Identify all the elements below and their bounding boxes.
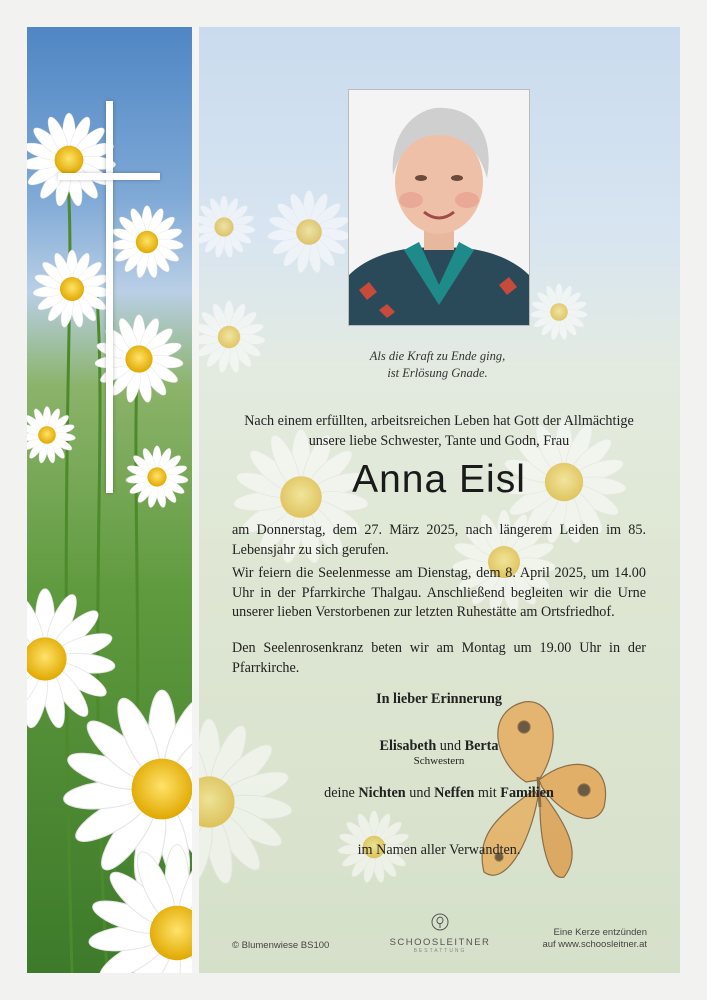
word-nieces: Nichten: [358, 785, 406, 801]
portrait-photo: [348, 89, 530, 326]
sister-name: Elisabeth: [379, 738, 437, 754]
nieces-nephews-line: [232, 785, 646, 802]
on-behalf-line: im Namen aller Verwandten.: [357, 842, 521, 858]
word: deine: [324, 785, 355, 801]
candle-url[interactable]: auf www.schoosleitner.at: [542, 939, 647, 950]
intro-line: unsere liebe Schwester, Tante und Godn, Frau: [308, 433, 570, 449]
memory-heading: In lieber Erinnerung: [376, 691, 502, 707]
quote: [300, 348, 575, 382]
rose-logo-icon: [430, 912, 450, 932]
word-families: Familien: [500, 785, 554, 801]
quote-line: Als die Kraft zu Ende ging,: [369, 349, 506, 363]
rosary-paragraph: Den Seelenrosenkranz beten wir am Montag um 19.00 Uhr in der Pfarrkirche.: [232, 640, 646, 676]
word-nephews: Neffen: [434, 785, 475, 801]
logo-subtitle: BESTATTUNG: [413, 948, 467, 954]
candle-link[interactable]: [520, 927, 647, 951]
conjunction: und: [439, 738, 462, 754]
funeral-home-logo[interactable]: [388, 912, 492, 954]
relation-label: Schwestern: [413, 755, 465, 767]
portrait-image: [349, 90, 529, 325]
word: mit: [477, 785, 497, 801]
mass-paragraph: Wir feiern die Seelenmesse am Dienstag, dem 8. April 2025, um 14.00 Uhr in der Pfarrkirche Thalgau. Anschließend begleiten wir die Urne unserer lieben Verstorbenen zur letzten Ruhestätte am Ortsfriedhof.: [232, 565, 646, 620]
sisters-names: [232, 738, 646, 755]
logo-name: SCHOOSLEITNER: [389, 937, 491, 948]
image-credit: © Blumenwiese BS100: [232, 940, 330, 951]
sister-name: Berta: [464, 738, 499, 754]
word: und: [409, 785, 431, 801]
candle-line: Eine Kerze entzünden: [553, 927, 647, 938]
intro-line: Nach einem erfüllten, arbeitsreichen Leben hat Gott der Allmächtige: [244, 413, 634, 429]
deceased-name: Anna Eisl: [352, 458, 526, 501]
cross-icon-bar: [58, 173, 160, 180]
intro-text: [232, 411, 646, 451]
cross-icon: [106, 101, 113, 493]
panel-divider: [192, 27, 199, 973]
quote-line: ist Erlösung Gnade.: [387, 366, 488, 380]
death-paragraph: am Donnerstag, dem 27. März 2025, nach längerem Leiden im 85. Lebensjahr zu sich gerufen.: [232, 522, 646, 558]
